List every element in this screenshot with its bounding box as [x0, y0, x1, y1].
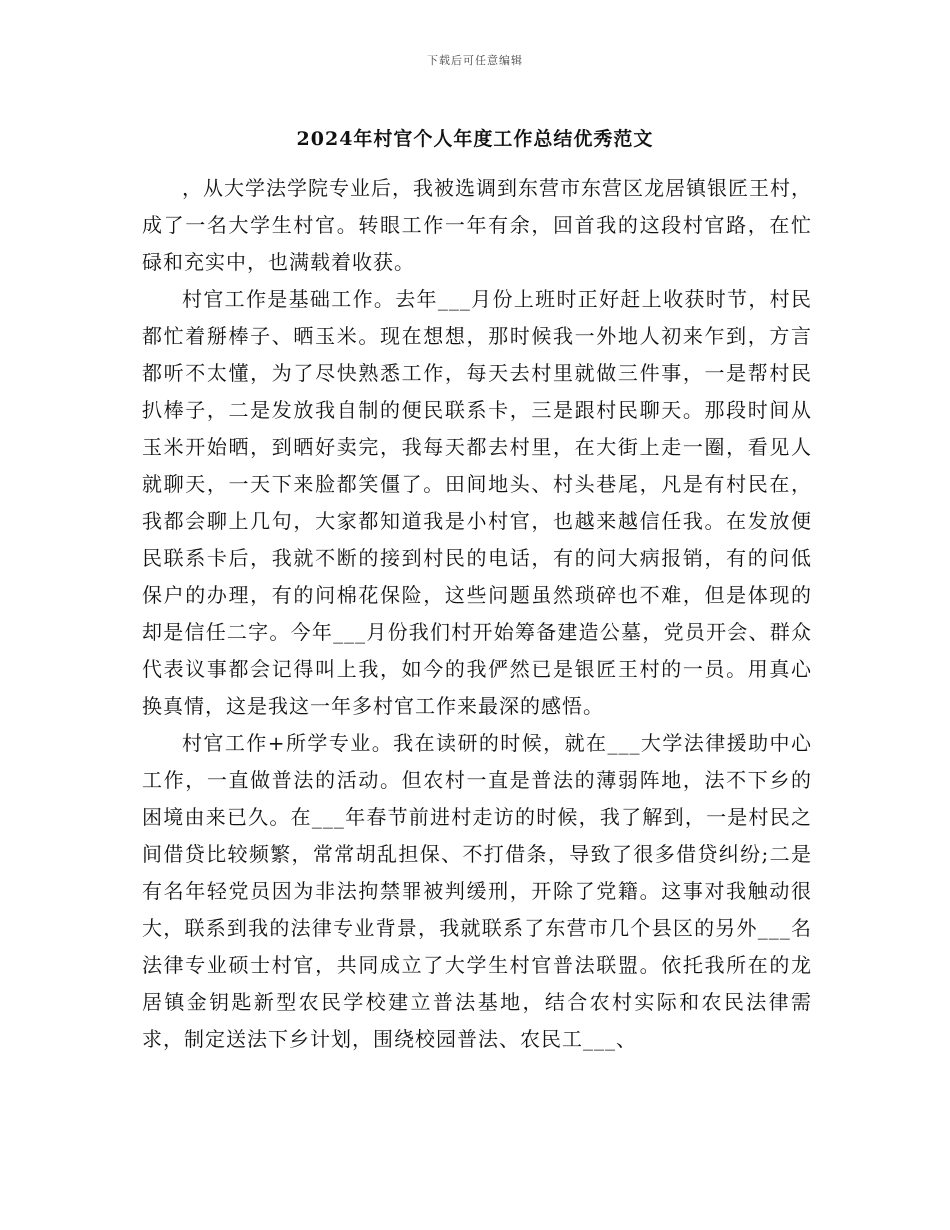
- document-body: [142, 170, 812, 1058]
- paragraph-2: 村官工作是基础工作。去年___月份上班时正好赶上收获时节，村民都忙着掰棒子、晒玉米。现在想想，那时候我一外地人初来乍到，方言都听不太懂，为了尽快熟悉工作，每天去村里就做三件事，一是帮村民扒棒子，二是发放我自制的便民联系卡，三是跟村民聊天。那段时间从玉米开始晒，到晒好卖完，我每天都去村里，在大街上走一圈，看见人就聊天，一天下来脸都笑僵了。田间地头、村头巷尾，凡是有村民在，我都会聊上几句，大家都知道我是小村官，也越来越信任我。在发放便民联系卡后，我就不断的接到村民的电话，有的问大病报销，有的问低保户的办理，有的问棉花保险，这些问题虽然琐碎也不难，但是体现的却是信任二字。今年___月份我们村开始筹备建造公墓，党员开会、群众代表议事都会记得叫上我，如今的我俨然已是银匠王村的一员。用真心换真情，这是我这一年多村官工作来最深的感悟。: [142, 287, 812, 718]
- page-header: 下载后可任意编辑: [427, 54, 523, 67]
- paragraph-3: 村官工作+所学专业。我在读研的时候，就在___大学法律援助中心工作，一直做普法的活动。但农村一直是普法的薄弱阵地，法不下乡的困境由来已久。在___年春节前进村走访的时候，我了解到，一是村民之间借贷比较频繁，常常胡乱担保、不打借条，导致了很多借贷纠纷;二是有名年轻党员因为非法拘禁罪被判缓刑，开除了党籍。这事对我触动很大，联系到我的法律专业背景，我就联系了东营市几个县区的另外___名法律专业硕士村官，共同成立了大学生村官普法联盟。依托我所在的龙居镇金钥匙新型农民学校建立普法基地，结合农村实际和农民法律需求，制定送法下乡计划，围绕校园普法、农民工___、: [142, 731, 812, 1051]
- document-title: 2024年村官个人年度工作总结优秀范文: [296, 128, 654, 150]
- paragraph-1: ，从大学法学院专业后，我被选调到东营市东营区龙居镇银匠王村，成了一名大学生村官。转眼工作一年有余，回首我的这段村官路，在忙碌和充实中，也满载着收获。: [142, 176, 812, 274]
